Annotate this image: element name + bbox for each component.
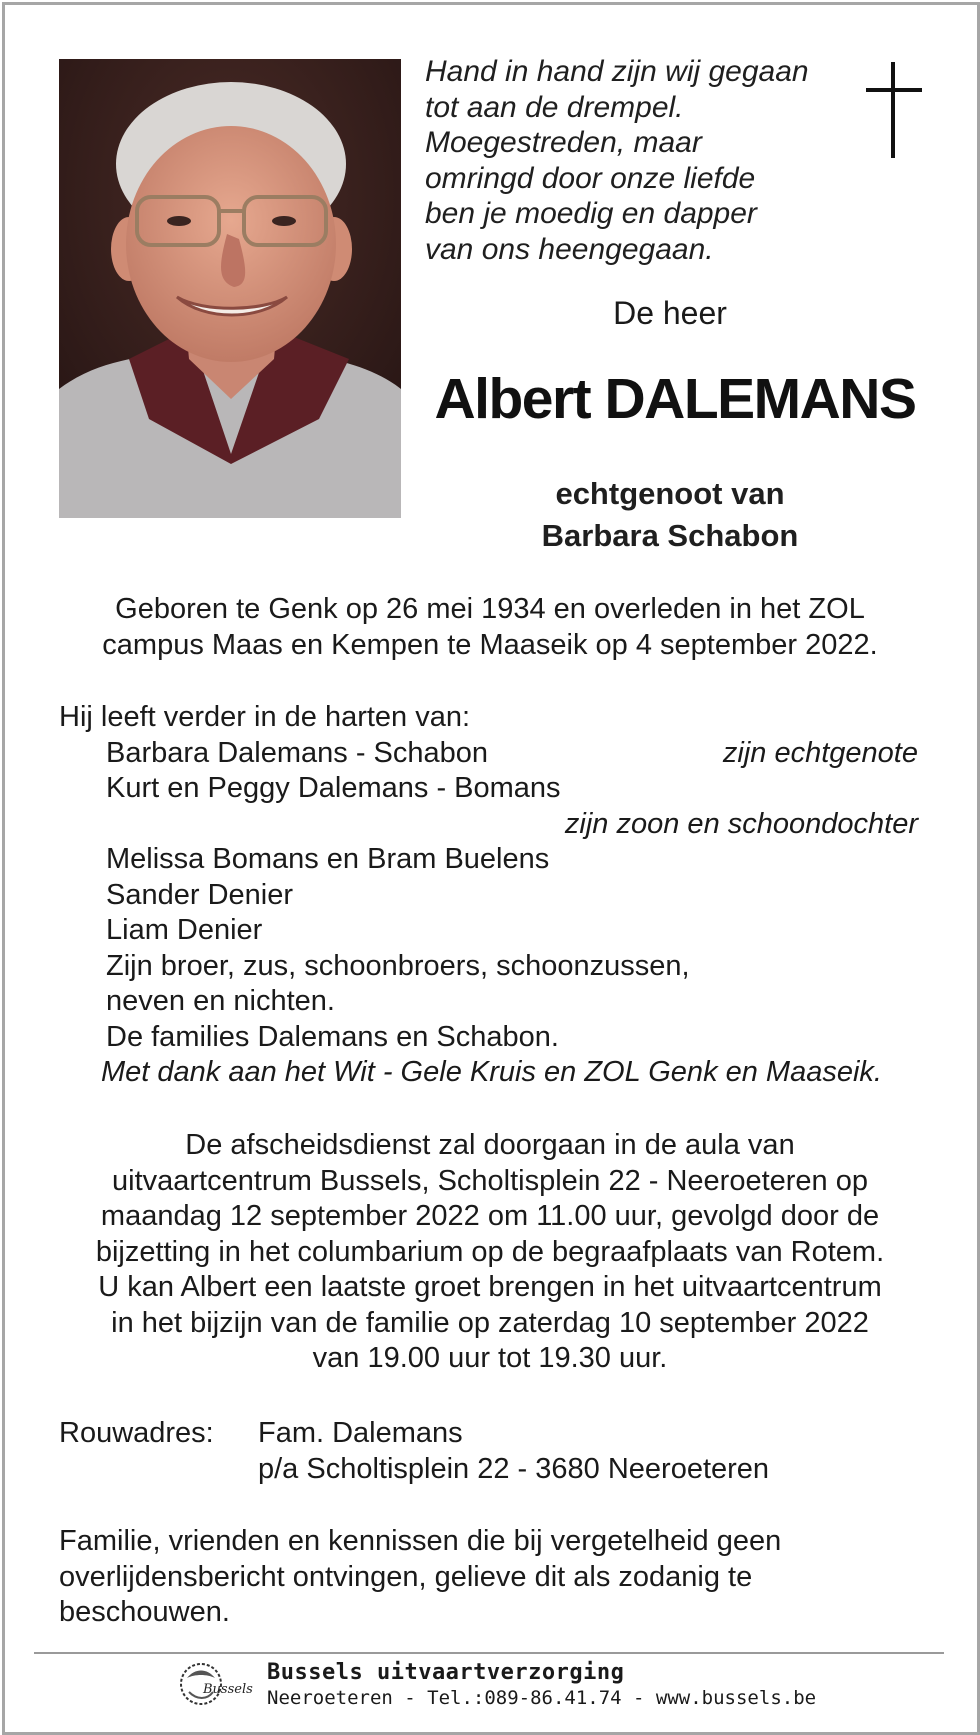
- address-line: p/a Scholtisplein 22 - 3680 Neeroeteren: [258, 1452, 770, 1485]
- text-line: maandag 12 september 2022 om 11.00 uur, gevolgd door de: [100, 1200, 880, 1232]
- company-contact: Neeroeteren - Tel.:089-86.41.74 - www.bussels.be: [267, 1687, 817, 1709]
- poem-line: omringd door onze liefde: [425, 161, 756, 195]
- text-line: Geboren te Genk op 26 mei 1934 en overleden in het ZOL: [115, 593, 865, 625]
- funeral-service-info: [40, 1128, 940, 1377]
- salutation: De heer: [613, 295, 727, 331]
- portrait-photo: [59, 59, 401, 518]
- funeral-home-logo: [177, 1660, 257, 1712]
- text-line: uitvaartcentrum Bussels, Scholtisplein 22 - Neeroeteren op: [112, 1164, 868, 1197]
- deceased-name: Albert DALEMANS: [434, 367, 916, 431]
- address-label: Rouwadres:: [59, 1417, 214, 1449]
- survivor-name: Zijn broer, zus, schoonbroers, schoonzussen,: [106, 949, 690, 982]
- survivor-row: [59, 771, 924, 807]
- survivors-list: [59, 700, 924, 1091]
- survivor-relation: zijn echtgenote: [722, 736, 918, 769]
- thanks-line: Met dank aan het Wit - Gele Kruis en ZOL Genk en Maaseik.: [101, 1056, 882, 1088]
- text-line: overlijdensbericht ontvingen, gelieve dit als zodanig te: [59, 1560, 753, 1593]
- footer-divider: [34, 1652, 944, 1654]
- survivor-name: neven en nichten.: [106, 985, 335, 1017]
- text-line: beschouwen.: [59, 1596, 230, 1628]
- spouse-block: [430, 473, 910, 557]
- spouse-name: Barbara Schabon: [541, 518, 799, 553]
- survivor-row: [59, 736, 924, 772]
- survivor-name: Kurt en Peggy Dalemans - Bomans: [106, 772, 561, 804]
- text-line: in het bijzijn van de familie op zaterdag 10 september 2022: [111, 1306, 869, 1339]
- company-name: Bussels uitvaartverzorging: [267, 1660, 625, 1685]
- survivor-name: De families Dalemans en Schabon.: [106, 1020, 559, 1053]
- poem-line: Hand in hand zijn wij gegaan: [425, 55, 809, 88]
- poem-line: Moegestreden, maar: [425, 126, 702, 159]
- logo-text: Bussels: [203, 1682, 253, 1697]
- birth-death-info: [40, 592, 940, 663]
- survivor-name: Barbara Dalemans - Schabon: [106, 736, 489, 769]
- spouse-label: echtgenoot van: [555, 476, 785, 511]
- survivor-name: Sander Denier: [106, 878, 293, 911]
- poem-line: van ons heengegaan.: [425, 232, 714, 266]
- text-line: van 19.00 uur tot 19.30 uur.: [312, 1342, 668, 1374]
- poem-line: tot aan de drempel.: [425, 90, 684, 124]
- address-value: [258, 1416, 769, 1487]
- survivor-name: Melissa Bomans en Bram Buelens: [106, 843, 550, 875]
- memorial-poem: [425, 54, 845, 267]
- poem-line: ben je moedig en dapper: [425, 197, 757, 230]
- survivor-relation: zijn zoon en schoondochter: [564, 807, 918, 840]
- cross-icon: [866, 62, 922, 158]
- text-line: Familie, vrienden en kennissen die bij vergetelheid geen: [59, 1525, 782, 1557]
- survivors-intro: Hij leeft verder in de harten van:: [59, 701, 471, 733]
- text-line: campus Maas en Kempen te Maaseik op 4 september 2022.: [102, 628, 878, 661]
- text-line: bijzetting in het columbarium op de begraafplaats van Rotem.: [95, 1235, 885, 1268]
- text-line: U kan Albert een laatste groet brengen in het uitvaartcentrum: [98, 1271, 882, 1303]
- address-line: Fam. Dalemans: [258, 1417, 463, 1449]
- survivor-name: Liam Denier: [106, 914, 263, 946]
- text-line: De afscheidsdienst zal doorgaan in de aula van: [185, 1129, 795, 1161]
- notice-note: [59, 1524, 859, 1631]
